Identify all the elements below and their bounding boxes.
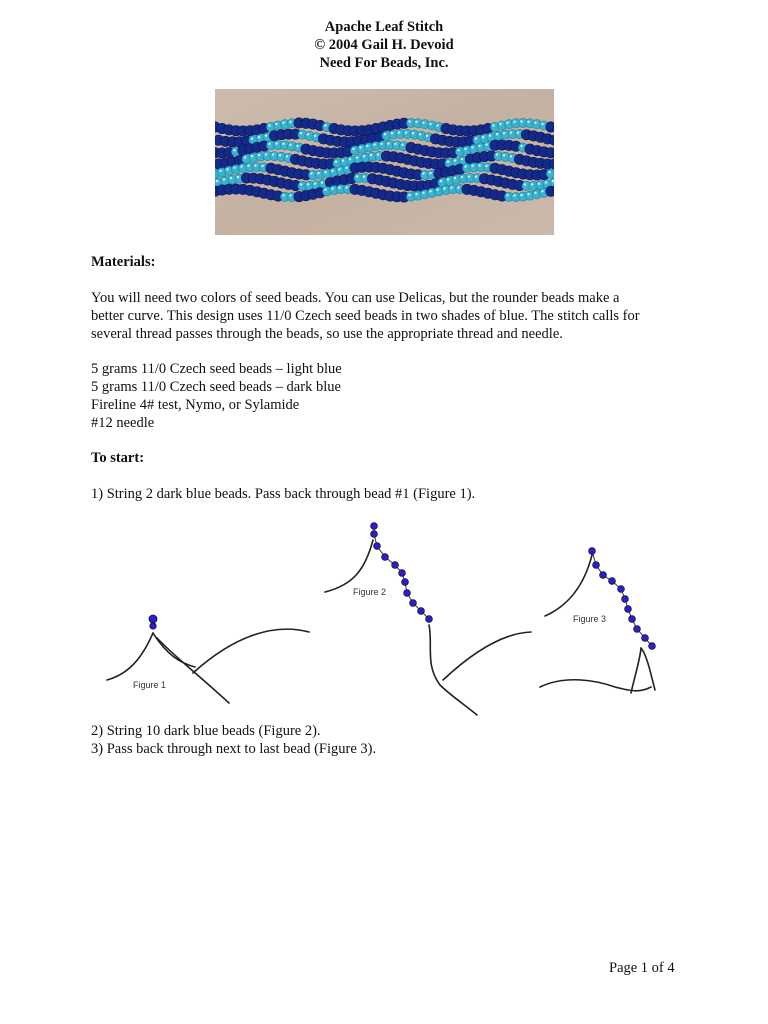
figure-bead <box>622 596 629 603</box>
start-heading-block <box>91 449 691 467</box>
bead-highlight <box>244 156 246 158</box>
figure-bead <box>371 531 378 538</box>
bead-highlight <box>265 153 267 155</box>
bead-highlight <box>370 154 372 156</box>
bead-highlight <box>520 194 522 196</box>
bead-highlight <box>422 172 424 174</box>
bead-highlight <box>496 133 498 135</box>
bead-highlight <box>429 123 431 125</box>
bead-highlight <box>408 120 410 122</box>
bead-highlight <box>387 142 389 144</box>
bead-highlight <box>538 182 540 184</box>
bead-highlight <box>545 181 547 183</box>
figure-bead <box>649 643 656 650</box>
figure-bead <box>600 572 607 579</box>
figure-bead <box>609 578 616 585</box>
figure-bead <box>402 579 409 586</box>
bead-highlight <box>321 181 323 183</box>
steps-2-3-block <box>91 722 691 758</box>
bead-highlight <box>338 168 340 170</box>
intro-line: better curve. This design uses 11/0 Czech seed beads in two shades of blue. The stitch calls for <box>91 308 640 324</box>
bead-highlight <box>422 121 424 123</box>
bead-highlight <box>216 180 218 182</box>
bead-highlight <box>356 175 358 177</box>
bead-highlight <box>331 170 333 172</box>
bead-highlight <box>258 136 260 138</box>
intro-line: several thread passes through the beads, so use the appropriate thread and needle. <box>91 326 563 342</box>
bead-highlight <box>457 186 459 188</box>
bead-highlight <box>289 121 291 123</box>
step-2: 2) String 10 dark blue beads (Figure 2). <box>91 723 321 739</box>
bead-highlight <box>464 165 466 167</box>
bead-highlight <box>534 192 536 194</box>
bead-highlight <box>307 133 309 135</box>
figure-bead <box>374 543 381 550</box>
bead-highlight <box>261 165 263 167</box>
bead-highlight <box>394 143 396 145</box>
bead-highlight <box>317 172 319 174</box>
start-heading: To start: <box>91 450 145 466</box>
bead-highlight <box>391 132 393 134</box>
bead-highlight <box>363 175 365 177</box>
bead-highlight <box>314 182 316 184</box>
bead-highlight <box>485 143 487 145</box>
bead-highlight <box>233 167 235 169</box>
bead-highlight <box>356 156 358 158</box>
bead-highlight <box>478 164 480 166</box>
intro-line: You will need two colors of seed beads. You can use Delicas, but the rounder beads make a <box>91 290 620 306</box>
bead-highlight <box>468 175 470 177</box>
bead-highlight <box>296 145 298 147</box>
figure-bead <box>629 616 636 623</box>
bead-highlight <box>464 148 466 150</box>
figure-2 <box>325 540 531 715</box>
bead-highlight <box>429 190 431 192</box>
bead-highlight <box>443 187 445 189</box>
figure-bead <box>593 562 600 569</box>
figure-bead <box>634 626 641 633</box>
bead-highlight <box>251 155 253 157</box>
document-title: Apache Leaf Stitch <box>324 19 444 35</box>
bead-highlight <box>415 121 417 123</box>
bead-highlight <box>345 167 347 169</box>
figure-3 <box>540 555 655 693</box>
figure-bead <box>410 600 417 607</box>
bead-highlight <box>429 172 431 174</box>
bead-highlight <box>503 154 505 156</box>
bead-highlight <box>447 161 449 163</box>
bead-highlight <box>251 137 253 139</box>
bead-highlight <box>510 155 512 157</box>
bead-highlight <box>237 176 239 178</box>
bead-highlight <box>219 170 221 172</box>
materials-heading: Materials: <box>91 254 156 270</box>
bead-highlight <box>436 189 438 191</box>
step-1-block <box>91 485 691 503</box>
bead-highlight <box>366 145 368 147</box>
bead-highlight <box>531 183 533 185</box>
bead-highlight <box>279 154 281 156</box>
bead-highlight <box>520 120 522 122</box>
bead-highlight <box>282 121 284 123</box>
bead-highlight <box>324 171 326 173</box>
bead-highlight <box>300 183 302 185</box>
bead-highlight <box>447 178 449 180</box>
bead-highlight <box>233 149 235 151</box>
bead-highlight <box>384 133 386 135</box>
bead-highlight <box>426 135 428 137</box>
bead-highlight <box>548 171 550 173</box>
materials-intro <box>91 289 691 343</box>
bead-highlight <box>324 189 326 191</box>
bead-highlight <box>478 145 480 147</box>
bead-highlight <box>524 183 526 185</box>
figure-bead <box>371 523 378 530</box>
figure-bead <box>642 635 649 642</box>
bead-highlight <box>254 164 256 166</box>
figure-bead <box>399 570 406 577</box>
bead-highlight <box>541 123 543 125</box>
bead-highlight <box>223 178 225 180</box>
bead-highlight <box>503 132 505 134</box>
bead-highlight <box>517 131 519 133</box>
bead-highlight <box>457 149 459 151</box>
bead-highlight <box>282 194 284 196</box>
step-3: 3) Pass back through next to last bead (Figure 3). <box>91 741 377 757</box>
bead-highlight <box>268 124 270 126</box>
list-item: 5 grams 11/0 Czech seed beads – light blue <box>91 361 342 377</box>
bead-highlight <box>513 121 515 123</box>
bead-highlight <box>335 161 337 163</box>
bead-highlight <box>475 175 477 177</box>
bead-highlight <box>454 159 456 161</box>
bead-highlight <box>289 194 291 196</box>
figure-bead <box>589 548 596 555</box>
bead-highlight <box>461 176 463 178</box>
bead-highlight <box>534 121 536 123</box>
bead-highlight <box>408 194 410 196</box>
list-item: Fireline 4# test, Nymo, or Sylamide <box>91 397 300 413</box>
bead-highlight <box>499 123 501 125</box>
figure-3-label: Figure 3 <box>573 614 607 624</box>
bead-highlight <box>510 131 512 133</box>
figure-1-label: Figure 1 <box>133 680 167 690</box>
bead-highlight <box>419 133 421 135</box>
bead-highlight <box>482 136 484 138</box>
bead-highlight <box>506 121 508 123</box>
bead-highlight <box>338 187 340 189</box>
bead-highlight <box>300 132 302 134</box>
bead-highlight <box>527 121 529 123</box>
bead-highlight <box>345 186 347 188</box>
bead-highlight <box>282 143 284 145</box>
photo-background <box>215 89 554 235</box>
bead-highlight <box>461 158 463 160</box>
figure-2-beads <box>371 523 433 623</box>
bead-highlight <box>422 192 424 194</box>
document-header <box>0 18 768 72</box>
company-name: Need For Beads, Inc. <box>319 55 449 71</box>
materials-list <box>91 360 691 432</box>
bead-highlight <box>415 193 417 195</box>
figure-bead <box>404 590 411 597</box>
bead-highlight <box>506 194 508 196</box>
bead-highlight <box>471 146 473 148</box>
bead-highlight <box>380 143 382 145</box>
bead-highlight <box>363 155 365 157</box>
bead-highlight <box>324 124 326 126</box>
bead-highlight <box>373 143 375 145</box>
bead-highlight <box>310 172 312 174</box>
figure-bead <box>426 616 433 623</box>
bead-highlight <box>541 190 543 192</box>
figure-3-beads <box>589 548 656 650</box>
bead-highlight <box>307 183 309 185</box>
bead-highlight <box>247 165 249 167</box>
step-1: 1) String 2 dark blue beads. Pass back through bead #1 (Figure 1). <box>91 486 476 502</box>
bead-highlight <box>289 144 291 146</box>
bead-highlight <box>475 137 477 139</box>
bead-highlight <box>359 146 361 148</box>
bead-highlight <box>440 180 442 182</box>
bead-highlight <box>436 124 438 126</box>
list-item: #12 needle <box>91 415 155 431</box>
bead-highlight <box>450 187 452 189</box>
bead-highlight <box>398 131 400 133</box>
bead-highlight <box>471 165 473 167</box>
bead-highlight <box>286 155 288 157</box>
bead-highlight <box>268 143 270 145</box>
bead-highlight <box>489 134 491 136</box>
bead-highlight <box>258 154 260 156</box>
bead-highlight <box>496 153 498 155</box>
figure-bead <box>392 562 399 569</box>
list-item: 5 grams 11/0 Czech seed beads – dark blue <box>91 379 341 395</box>
bead-highlight <box>377 153 379 155</box>
materials-section <box>91 253 691 271</box>
bead-highlight <box>342 159 344 161</box>
figure-bead <box>618 586 625 593</box>
bead-highlight <box>412 132 414 134</box>
bead-highlight <box>240 165 242 167</box>
bead-highlight <box>527 193 529 195</box>
bracelet-photo <box>215 89 554 235</box>
bead-highlight <box>230 177 232 179</box>
figures-diagram <box>95 515 675 720</box>
bead <box>546 169 554 178</box>
page-number: Page 1 of 4 <box>609 960 675 976</box>
bead-highlight <box>331 187 333 189</box>
bead-highlight <box>272 153 274 155</box>
figure-bead <box>625 606 632 613</box>
bead-highlight <box>275 123 277 125</box>
bead-highlight <box>352 148 354 150</box>
bead-highlight <box>265 134 267 136</box>
bead-highlight <box>275 142 277 144</box>
figure-1-bead <box>149 615 157 623</box>
figure-bead <box>418 608 425 615</box>
bead-highlight <box>405 131 407 133</box>
bead-highlight <box>401 144 403 146</box>
bead-highlight <box>513 194 515 196</box>
bead-highlight <box>454 177 456 179</box>
figure-1 <box>107 629 309 703</box>
figure-2-label: Figure 2 <box>353 587 387 597</box>
bead-highlight <box>314 135 316 137</box>
figure-bead <box>382 554 389 561</box>
bead-highlight <box>226 168 228 170</box>
figure-1-bead <box>150 623 156 629</box>
bead-highlight <box>520 145 522 147</box>
bead-highlight <box>485 165 487 167</box>
bead-highlight <box>492 124 494 126</box>
bead-highlight <box>349 158 351 160</box>
copyright-line: © 2004 Gail H. Devoid <box>314 37 454 53</box>
